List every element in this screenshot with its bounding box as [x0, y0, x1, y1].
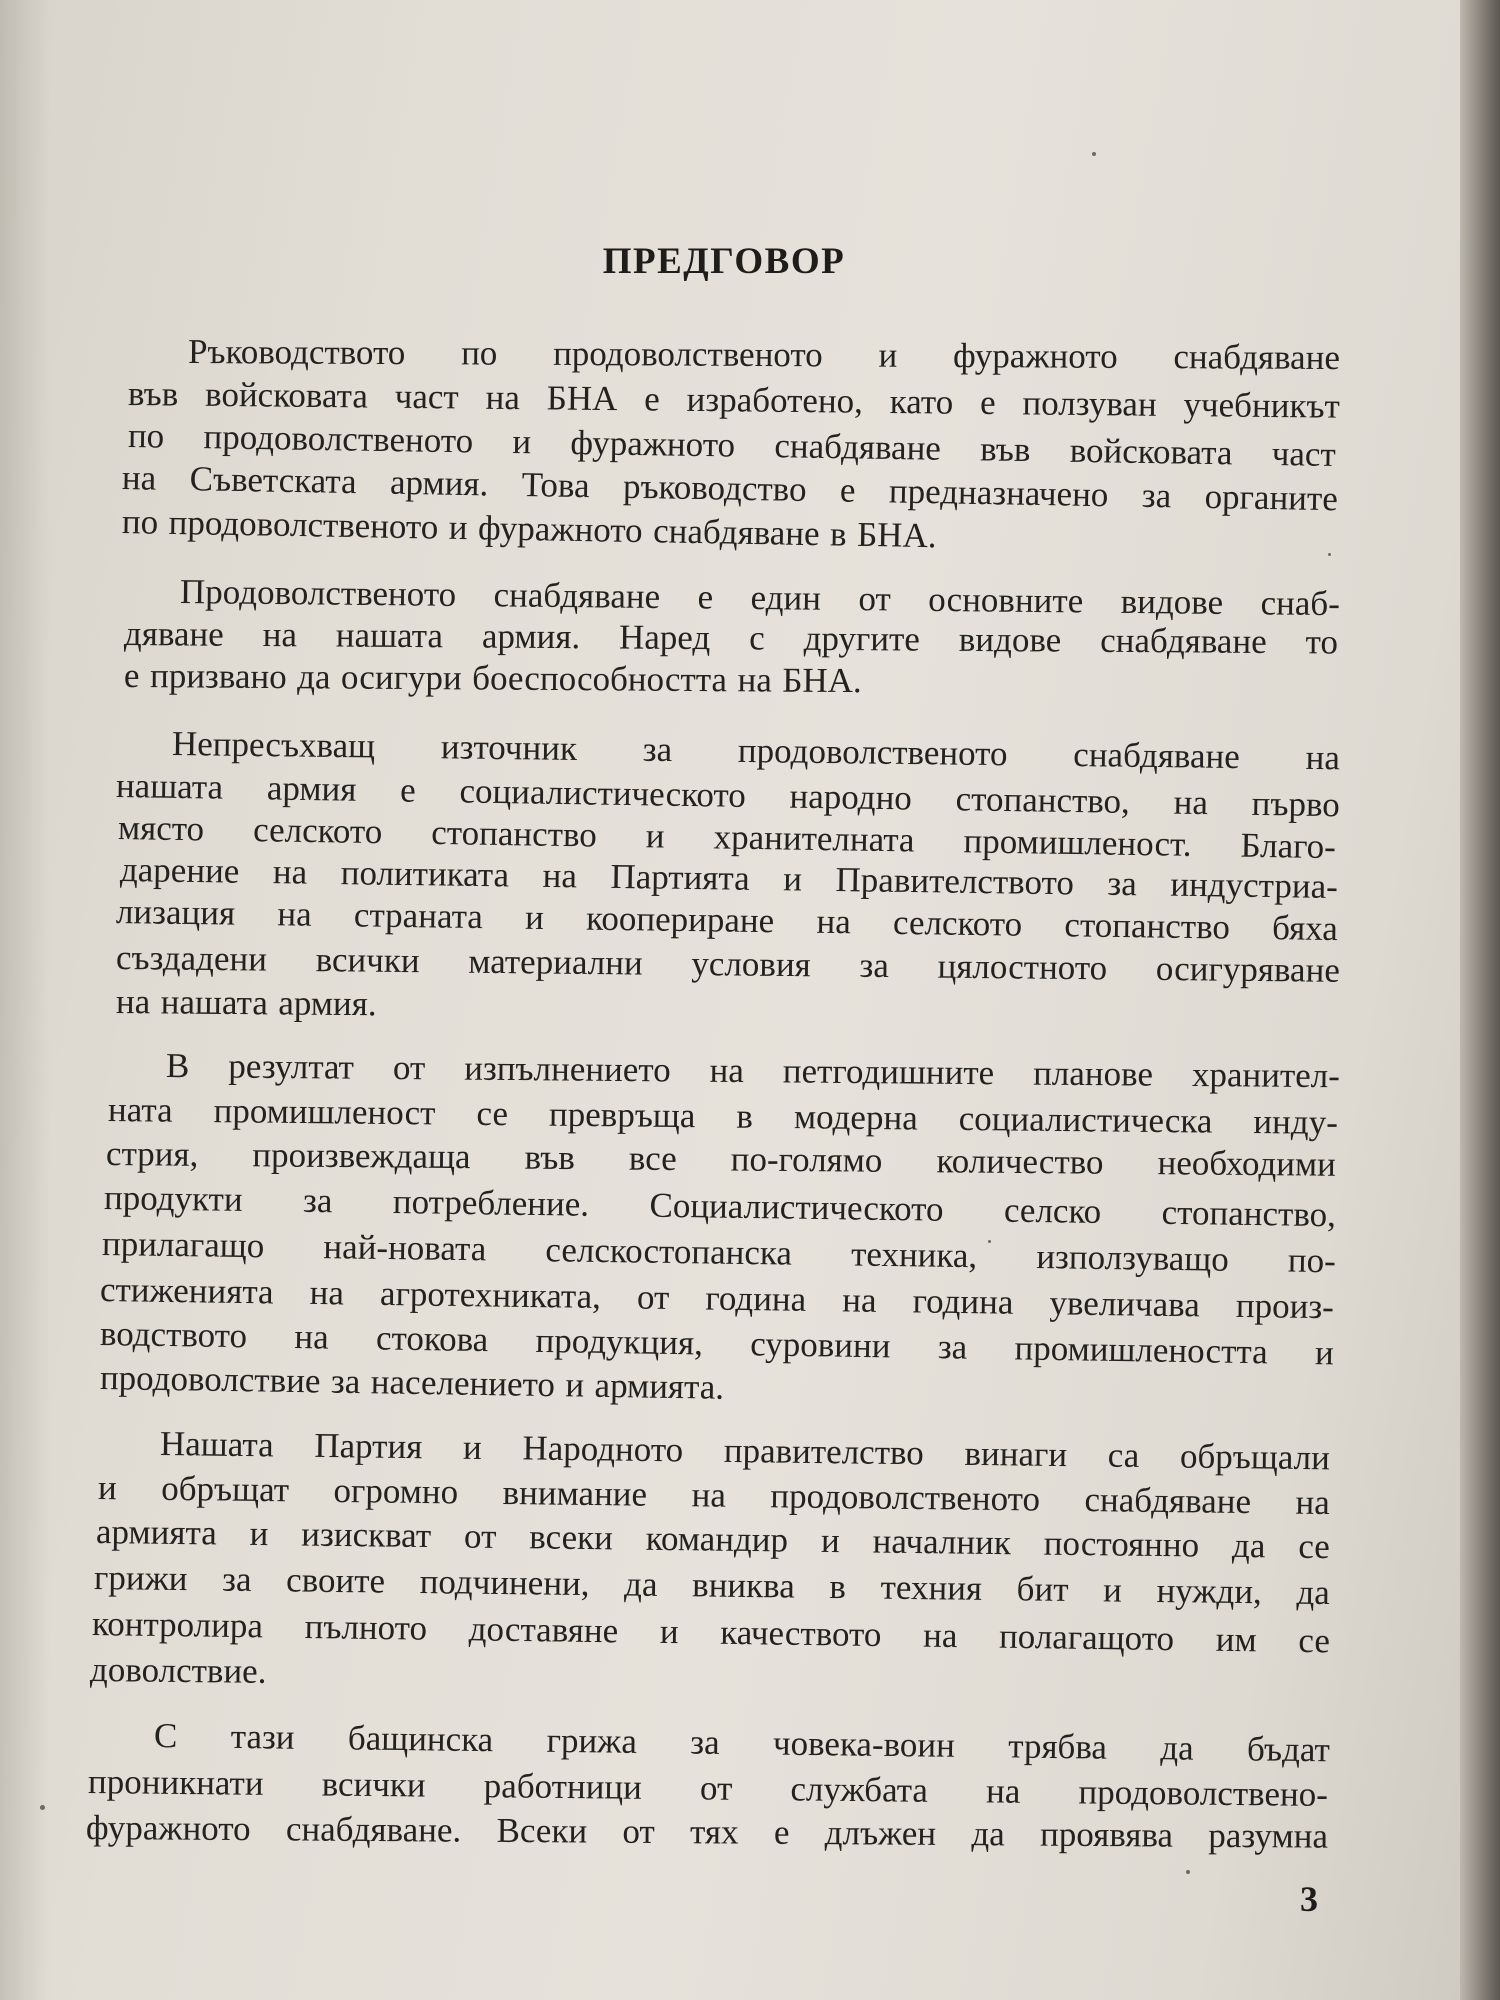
text-line: е призвано да осигури боеспособността на БНА. — [123, 656, 862, 701]
text-line: С тази бащинска грижа за човека-воин трябва да бъдат — [153, 1716, 1331, 1770]
text-line: създадени всички материални условия за цялостното осигуряване — [115, 938, 1341, 990]
text-line: доволствие. — [89, 1650, 267, 1691]
text-line: по продоволственото и фуражното снабдяване във войсковата част — [127, 416, 1337, 474]
paper-speck — [1186, 1870, 1190, 1874]
page-heading: ПРЕДГОВОР — [602, 241, 846, 282]
text-line: лизация на страната и коопериране на селското стопанство бяха — [115, 892, 1339, 949]
text-line: В резултат от изпълнението на петгодишните планове хранител- — [165, 1046, 1341, 1096]
paper-speck — [1328, 553, 1331, 556]
text-line: контролира пълното доставяне и качеството на полагащото им се — [91, 1604, 1331, 1661]
text-line: прилагащо най-новата селскостопанска техника, използуващо по- — [101, 1224, 1337, 1281]
text-line: по продоволственото и фуражното снабдяване в БНА. — [121, 502, 937, 556]
text-line: продоволствие за населението и армията. — [99, 1358, 725, 1407]
text-line: продукти за потребление. Социалистическото селско стопанство, — [103, 1178, 1337, 1235]
text-line: Нашата Партия и Народното правителство винаги са обръщали — [159, 1424, 1331, 1478]
text-line: нашата армия е социалистическото народно стопанство, на първо — [115, 766, 1341, 825]
text-line: дарение на политиката на Партията и Правителството за индустриа- — [119, 850, 1339, 907]
page-edge — [1460, 0, 1500, 2000]
text-line: грижи за своите подчинени, да вниква в техния бит и нужди, да — [93, 1558, 1331, 1613]
paper-speck — [1092, 152, 1096, 156]
text-line: на Съветската армия. Това ръководство е предназначено за органите — [121, 458, 1339, 519]
paper-speck — [40, 1805, 45, 1810]
text-line: проникнати всички работници от службата на продоволствено- — [87, 1762, 1329, 1814]
text-line: Ръководството по продоволственото и фуражното снабдяване — [187, 332, 1341, 378]
paper-speck — [988, 1240, 991, 1243]
text-line: ната промишленост се превръща в модерна социалистическа инду- — [107, 1090, 1339, 1142]
page-number: 3 — [1300, 1879, 1318, 1919]
text-line: място селското стопанство и хранителната промишленост. Благо- — [117, 808, 1337, 867]
text-line: стрия, произвеждаща във все по-голямо количество необходими — [105, 1134, 1337, 1184]
text-line: Непресъхващ източник за продоволственото снабдяване на — [171, 724, 1341, 778]
text-line: фуражното снабдяване. Всеки от тях е длъжен да проявява разумна — [85, 1808, 1329, 1856]
page-shadow — [0, 0, 50, 2000]
text-line: Продоволственото снабдяване е един от основните видове снаб- — [179, 572, 1341, 624]
text-line: водството на стокова продукция, суровини за промишлеността и — [99, 1314, 1335, 1373]
text-line: във войсковата част на БНА е изработено, като е ползуван учебникът — [127, 374, 1341, 426]
text-line: армията и изискват от всеки командир и началник постоянно да се — [95, 1512, 1331, 1567]
text-line: и обръщат огромно внимание на продоволственото снабдяване на — [97, 1468, 1331, 1523]
text-line: дяване на нашата армия. Наред с другите видове снабдяване то — [123, 614, 1339, 662]
text-line: стиженията на агротехниката, от година на година увеличава произ- — [99, 1270, 1335, 1327]
text-line: на нашата армия. — [115, 982, 377, 1024]
